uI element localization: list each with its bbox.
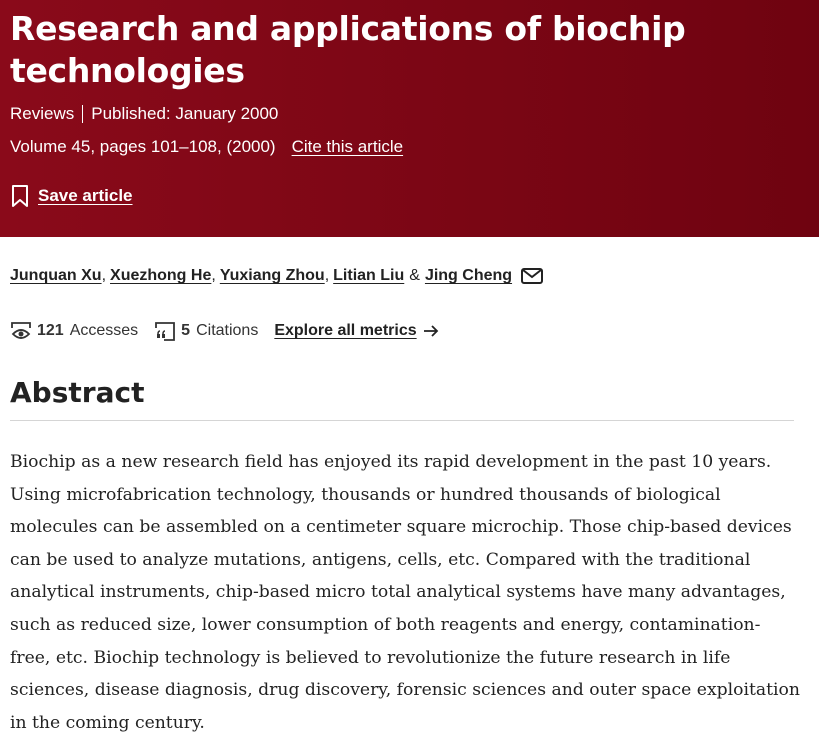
citations-label: Citations	[196, 322, 259, 339]
section-divider	[10, 420, 794, 421]
eye-icon	[10, 320, 32, 342]
published-date: Published: January 2000	[91, 104, 279, 123]
article-metrics	[10, 320, 439, 342]
author-separator: ,	[211, 267, 216, 284]
meta-divider	[82, 105, 83, 123]
author-link[interactable]: Yuxiang Zhou	[219, 267, 325, 284]
author-link[interactable]: Jing Cheng	[424, 267, 513, 284]
author-list	[10, 266, 544, 286]
abstract-text: Biochip as a new research field has enjoyed its rapid development in the past 10 years. Using microfabrication technology, thousands or hundred thousands of biological molecules can be assembled on a centimeter square microchip. Those chip-based devices can be used to analyze mutations, antigens, cells, etc. Compared with the traditional analytical instruments, chip-based micro total analytical systems have many advantages, such as reduced size, lower consumption of both reagents and energy, contamination-free, etc. Biochip technology is believed to revolutionize the future research in life sciences, disease diagnosis, drug discovery, forensic sciences and outer space exploitation in the coming century.	[10, 452, 800, 733]
author-link[interactable]: Xuezhong He	[110, 267, 212, 284]
citations-metric	[154, 320, 258, 342]
accesses-count: 121	[37, 322, 64, 339]
citations-count: 5	[181, 322, 191, 339]
accesses-label: Accesses	[69, 322, 139, 339]
article-meta	[10, 104, 278, 124]
author-ampersand: &	[409, 267, 420, 284]
bookmark-icon	[10, 184, 30, 208]
mail-icon[interactable]	[520, 266, 544, 286]
arrow-right-icon	[423, 324, 439, 338]
accesses-metric	[10, 320, 138, 342]
article-title: Research and applications of biochip technologies	[10, 9, 686, 90]
author-separator: ,	[324, 267, 330, 284]
article-type: Reviews	[10, 104, 75, 123]
author-separator: ,	[101, 267, 107, 284]
volume-info: Volume 45, pages 101–108, (2000)	[10, 137, 276, 156]
quote-icon	[154, 320, 176, 342]
save-article-label: Save article	[38, 186, 133, 205]
cite-link[interactable]: Cite this article	[291, 137, 404, 156]
article-header	[0, 0, 819, 237]
article-citation-info	[10, 137, 403, 157]
author-link[interactable]: Junquan Xu	[10, 267, 102, 284]
explore-metrics-label: Explore all metrics	[274, 322, 417, 339]
author-link[interactable]: Litian Liu	[333, 267, 405, 284]
explore-metrics-link[interactable]	[274, 322, 438, 340]
save-article-button[interactable]	[10, 184, 133, 208]
abstract-heading: Abstract	[10, 376, 145, 409]
